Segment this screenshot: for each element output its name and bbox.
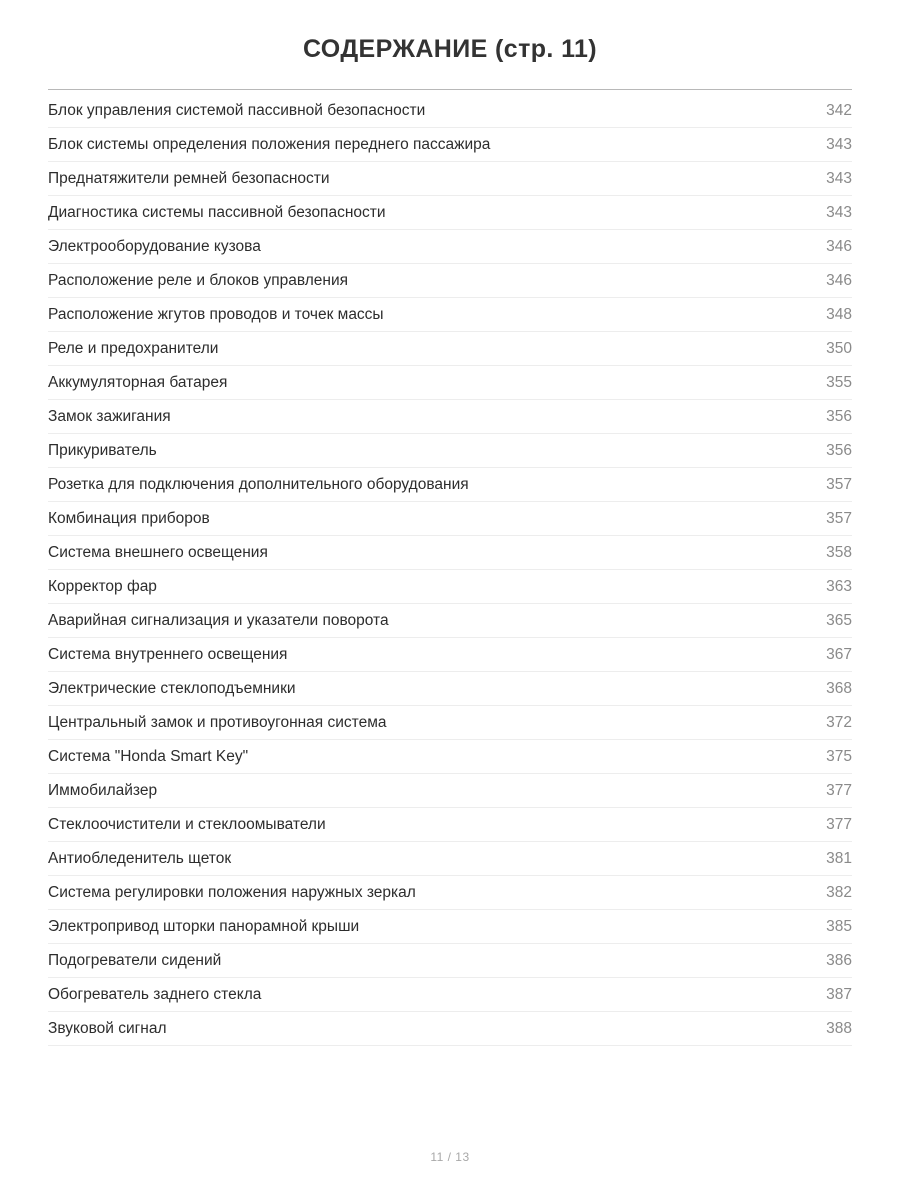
toc-entry-page-number: 377: [826, 782, 852, 800]
toc-entry-row[interactable]: [48, 400, 852, 434]
toc-entry-page-number: 372: [826, 714, 852, 732]
toc-entry-title: Расположение жгутов проводов и точек массы: [48, 306, 384, 324]
toc-entry-row[interactable]: [48, 162, 852, 196]
toc-entry-page-number: 356: [826, 442, 852, 460]
toc-entry-row[interactable]: [48, 774, 852, 808]
toc-entry-title: Прикуриватель: [48, 442, 157, 460]
toc-entry-page-number: 368: [826, 680, 852, 698]
toc-entry-page-number: 346: [826, 272, 852, 290]
toc-entry-title: Антиобледенитель щеток: [48, 850, 232, 868]
toc-entry-page-number: 350: [826, 340, 852, 358]
toc-entry-title: Электрооборудование кузова: [48, 238, 261, 256]
toc-entry-row[interactable]: [48, 434, 852, 468]
toc-entry-title: Центральный замок и противоугонная система: [48, 714, 387, 732]
toc-entry-title: Система внешнего освещения: [48, 544, 268, 562]
toc-entry-row[interactable]: [48, 842, 852, 876]
toc-entry-title: Иммобилайзер: [48, 782, 158, 800]
toc-entry-page-number: 358: [826, 544, 852, 562]
toc-entry-row[interactable]: [48, 910, 852, 944]
toc-entry-title: Стеклоочистители и стеклоомыватели: [48, 816, 326, 834]
toc-entry-row[interactable]: [48, 876, 852, 910]
toc-entry-row[interactable]: [48, 944, 852, 978]
toc-entry-title: Корректор фар: [48, 578, 157, 596]
toc-entry-title: Система регулировки положения наружных зеркал: [48, 884, 416, 902]
toc-entry-page-number: 381: [826, 850, 852, 868]
toc-entry-page-number: 343: [826, 170, 852, 188]
toc-entry-row[interactable]: [48, 536, 852, 570]
toc-entry-row[interactable]: [48, 264, 852, 298]
toc-entry-row[interactable]: [48, 570, 852, 604]
toc-entry-row[interactable]: [48, 638, 852, 672]
toc-entry-page-number: 386: [826, 952, 852, 970]
toc-entry-title: Диагностика системы пассивной безопасности: [48, 204, 386, 222]
toc-entry-title: Подогреватели сидений: [48, 952, 222, 970]
toc-entry-title: Звуковой сигнал: [48, 1020, 167, 1038]
page-footer: 11 / 13: [430, 1150, 470, 1164]
toc-entry-row[interactable]: [48, 230, 852, 264]
toc-entry-page-number: 348: [826, 306, 852, 324]
table-of-contents-list: [48, 90, 852, 1046]
toc-entry-page-number: 357: [826, 476, 852, 494]
toc-entry-row[interactable]: [48, 332, 852, 366]
toc-entry-title: Аварийная сигнализация и указатели поворота: [48, 612, 389, 630]
toc-entry-page-number: 343: [826, 136, 852, 154]
toc-entry-row[interactable]: [48, 672, 852, 706]
toc-entry-page-number: 387: [826, 986, 852, 1004]
toc-entry-page-number: 367: [826, 646, 852, 664]
toc-entry-page-number: 346: [826, 238, 852, 256]
toc-entry-page-number: 357: [826, 510, 852, 528]
toc-entry-row[interactable]: [48, 502, 852, 536]
toc-entry-title: Замок зажигания: [48, 408, 171, 426]
toc-entry-title: Электропривод шторки панорамной крыши: [48, 918, 360, 936]
toc-entry-page-number: 343: [826, 204, 852, 222]
toc-entry-row[interactable]: [48, 94, 852, 128]
toc-entry-page-number: 356: [826, 408, 852, 426]
page-title: СОДЕРЖАНИЕ (стр. 11): [302, 35, 598, 63]
toc-entry-page-number: 355: [826, 374, 852, 392]
toc-entry-page-number: 385: [826, 918, 852, 936]
toc-entry-row[interactable]: [48, 366, 852, 400]
toc-entry-title: Электрические стеклоподъемники: [48, 680, 296, 698]
toc-entry-title: Система внутреннего освещения: [48, 646, 288, 664]
toc-entry-page-number: 342: [826, 102, 852, 120]
toc-entry-title: Реле и предохранители: [48, 340, 219, 358]
toc-entry-title: Преднатяжители ремней безопасности: [48, 170, 330, 188]
toc-entry-page-number: 365: [826, 612, 852, 630]
toc-entry-row[interactable]: [48, 604, 852, 638]
toc-entry-row[interactable]: [48, 706, 852, 740]
toc-entry-row[interactable]: [48, 740, 852, 774]
toc-entry-title: Расположение реле и блоков управления: [48, 272, 349, 290]
toc-entry-row[interactable]: [48, 1012, 852, 1046]
toc-entry-title: Розетка для подключения дополнительного оборудования: [48, 476, 469, 494]
toc-entry-page-number: 388: [826, 1020, 852, 1038]
toc-entry-row[interactable]: [48, 468, 852, 502]
toc-entry-page-number: 382: [826, 884, 852, 902]
toc-entry-row[interactable]: [48, 196, 852, 230]
toc-entry-page-number: 363: [826, 578, 852, 596]
toc-entry-row[interactable]: [48, 298, 852, 332]
toc-entry-title: Блок управления системой пассивной безопасности: [48, 102, 426, 120]
toc-entry-page-number: 377: [826, 816, 852, 834]
toc-entry-title: Блок системы определения положения переднего пассажира: [48, 136, 491, 154]
toc-entry-row[interactable]: [48, 808, 852, 842]
toc-entry-row[interactable]: [48, 128, 852, 162]
toc-entry-page-number: 375: [826, 748, 852, 766]
toc-entry-title: Комбинация приборов: [48, 510, 210, 528]
toc-entry-title: Обогреватель заднего стекла: [48, 986, 262, 1004]
toc-entry-title: Аккумуляторная батарея: [48, 374, 228, 392]
toc-entry-title: Система "Honda Smart Key": [48, 748, 249, 766]
toc-entry-row[interactable]: [48, 978, 852, 1012]
